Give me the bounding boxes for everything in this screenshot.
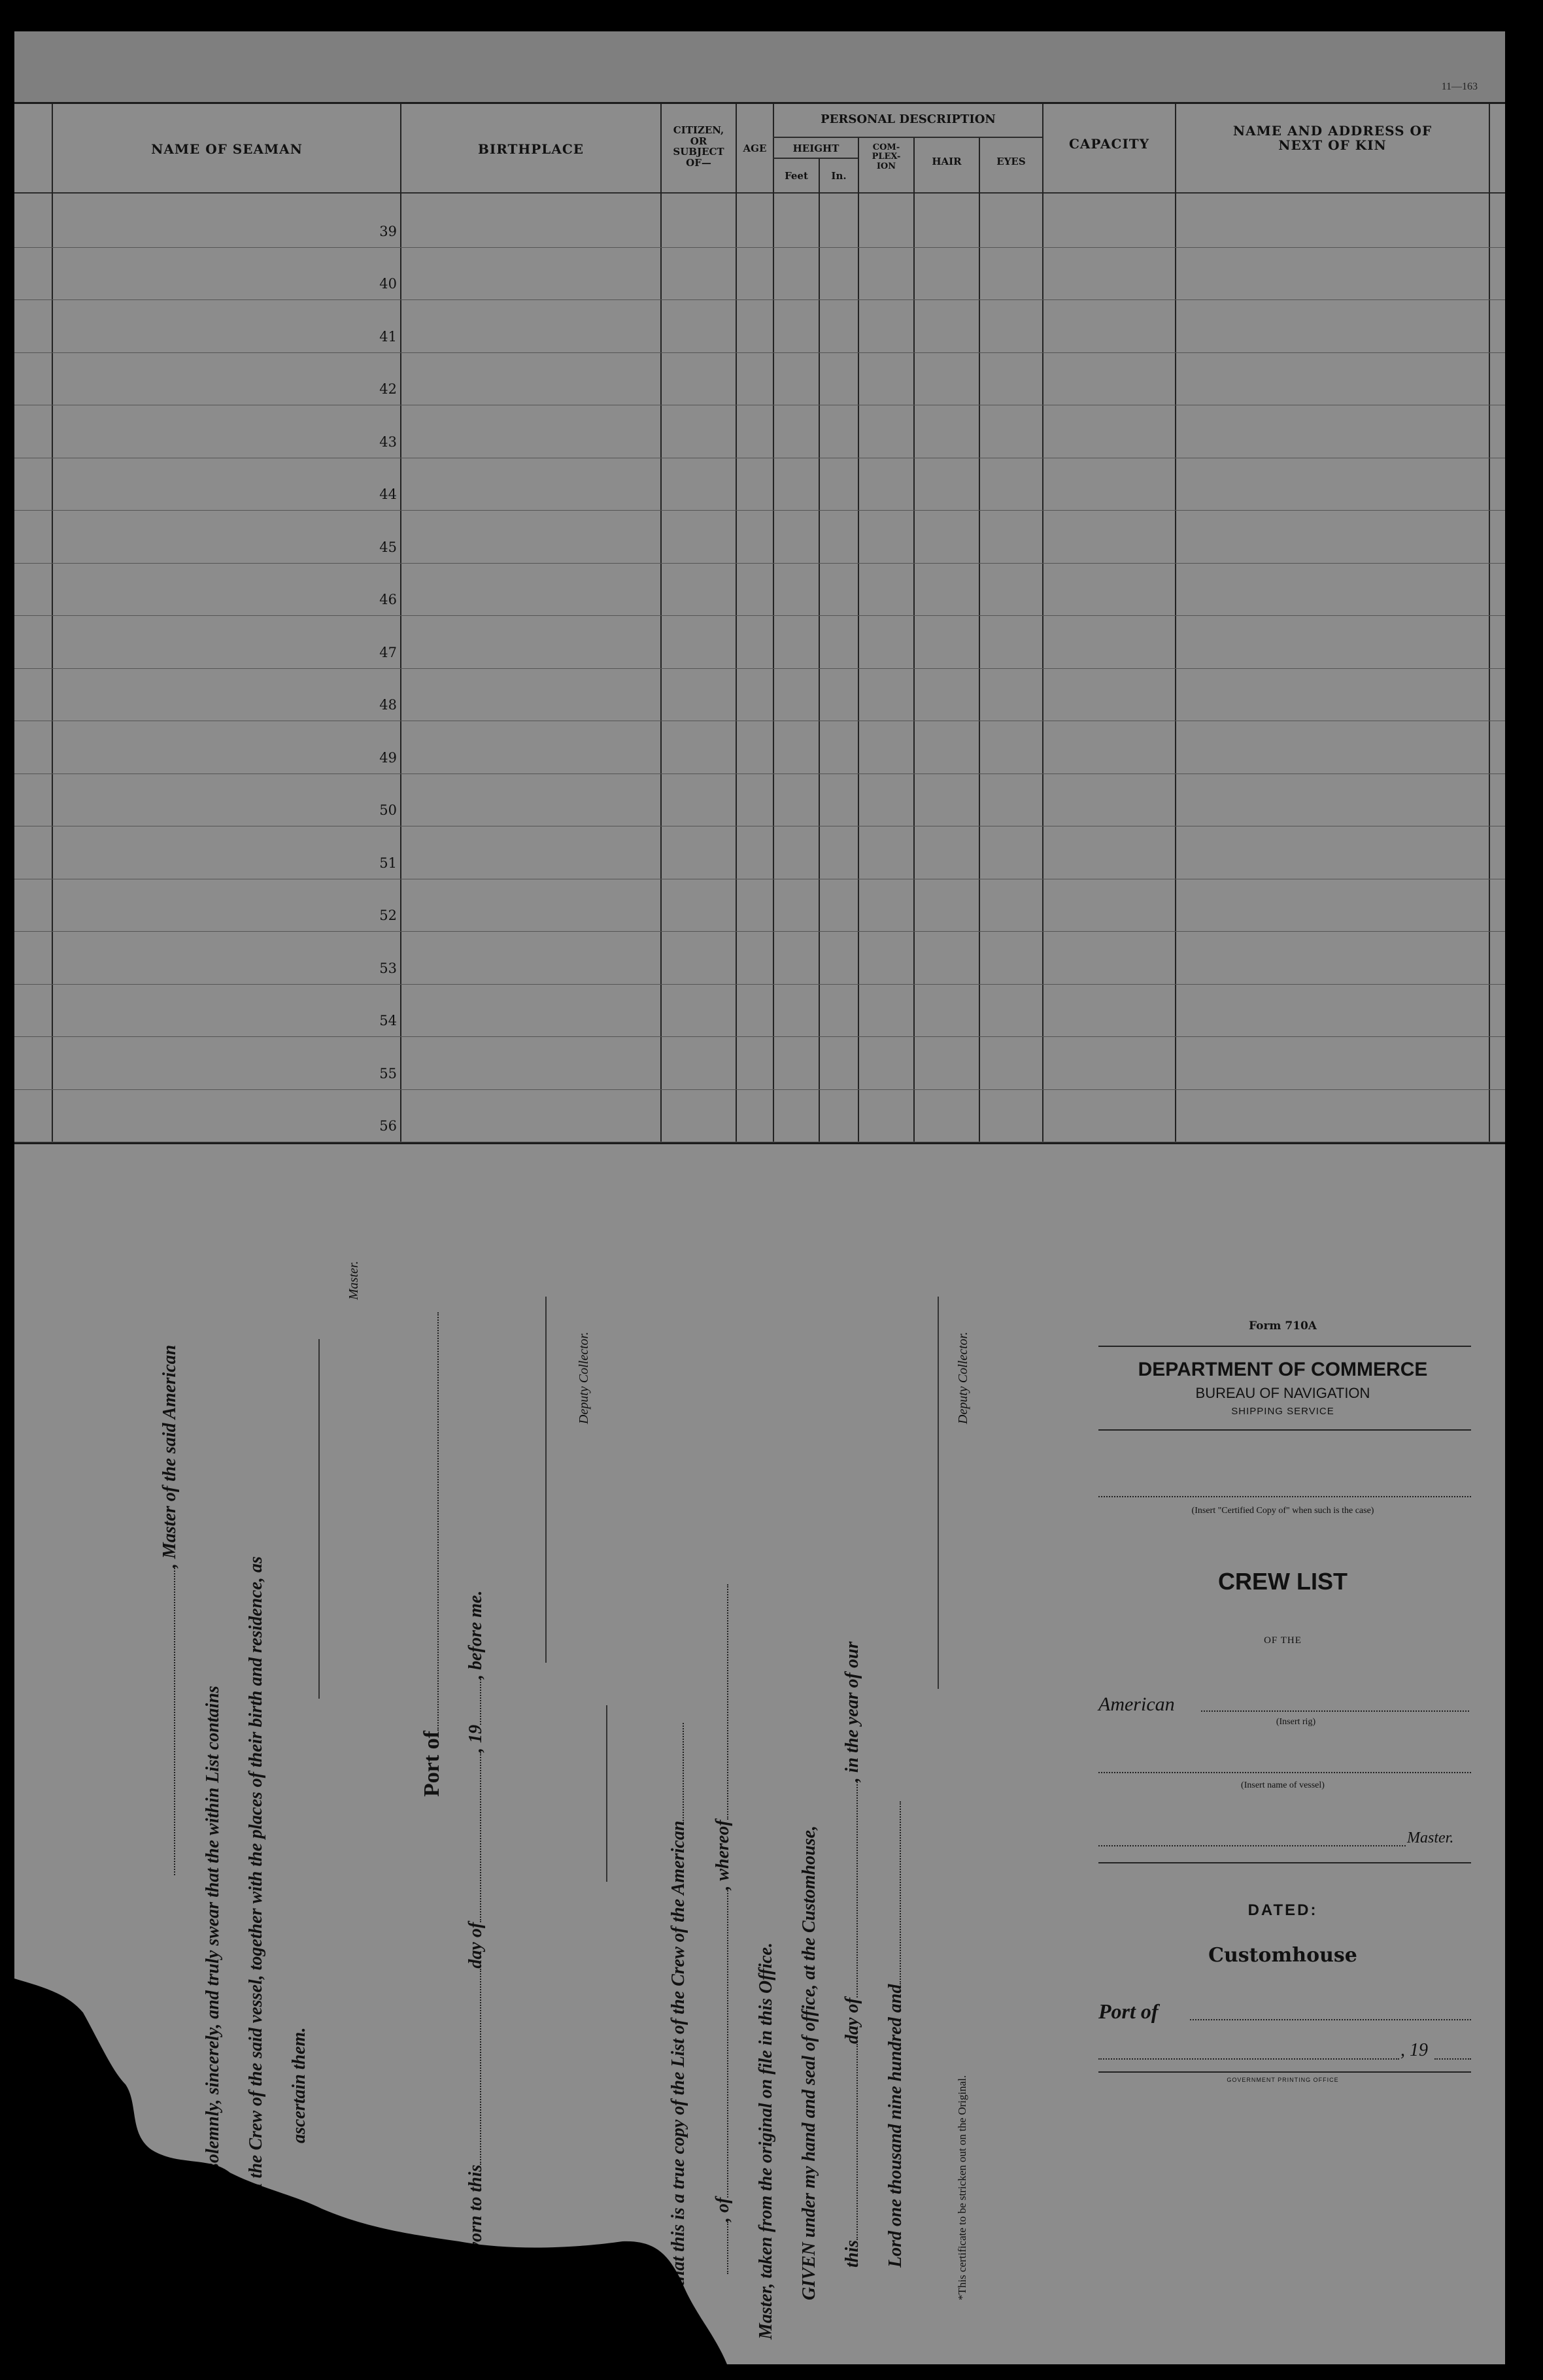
row-number: 51 [379,855,397,871]
header-kin-line2: NEXT OF KIN [1278,137,1387,153]
insert-vessel-note: (Insert name of vessel) [1241,1780,1325,1790]
american-label: American [1098,1693,1175,1715]
certificate-footnote: *This certificate to be stricken out on the Original. [956,2075,968,2300]
of-the-label: OF THE [1264,1635,1302,1646]
certificate-line-1: *I certify that this is a true copy of the List of the Crew of the American [668,1723,689,2359]
printing-office: GOVERNMENT PRINTING OFFICE [1227,2077,1339,2083]
customhouse-label: Customhouse [1208,1944,1357,1967]
row-number: 44 [379,486,397,502]
cover-master-label: Master. [1407,1829,1454,1846]
header-citizen-line1: CITIZEN, [673,124,724,136]
row-number: 40 [379,276,397,292]
header-complexion-line3: ION [876,161,896,171]
oath-line-1: , Master of the said American [160,1345,180,1875]
subscribed-line: day of, 19, before me. [466,1591,486,2364]
header-capacity: CAPACITY [1069,136,1149,152]
torn-edge-damage [14,31,1505,2364]
header-complexion-line1: COM- [872,143,900,152]
certificate-line-4: GIVEN under my hand and seal of office, at the Customhouse, [799,1825,819,2300]
shipping-service: SHIPPING SERVICE [1231,1406,1334,1417]
port-of-oath: Port of [420,1312,445,1797]
row-number: 46 [379,592,397,607]
row-number: 39 [379,223,397,239]
certified-copy-note: (Insert "Certified Copy of" when such is the case) [1191,1506,1374,1516]
header-complexion-line2: PLEX- [872,152,901,162]
certificate-line-3: Master, taken from the original on file in this Office. [756,1943,776,2339]
header-name-of-seaman: NAME OF SEAMAN [151,141,303,157]
row-number: 48 [379,697,397,713]
oath-line-2: , do solemnly, sincerely, and truly swear that the within List contains [203,1686,223,2202]
crew-list-form-page [14,31,1505,2364]
header-hair: HAIR [932,156,962,167]
row-number: 41 [379,328,397,345]
row-number: 54 [379,1013,397,1028]
row-number: 43 [379,434,397,450]
cover-port-label: Port of [1098,1999,1159,2023]
header-kin-line1: NAME AND ADDRESS OF [1232,123,1433,139]
crew-list-title: CREW LIST [1218,1568,1348,1595]
insert-rig-note: (Insert rig) [1276,1717,1316,1727]
row-number: 50 [379,802,397,818]
cover-year-label: , 19 [1400,2040,1428,2060]
header-personal-description: PERSONAL DESCRIPTION [821,112,996,126]
header-feet: Feet [785,170,808,182]
header-height: HEIGHT [792,143,839,154]
row-number: 55 [379,1065,397,1081]
deputy-collector-label-2: Deputy Collector. [956,1331,970,1424]
header-eyes: EYES [996,156,1026,167]
bureau-title: BUREAU OF NAVIGATION [1195,1385,1370,1401]
oath-line-4: ascertain them. [289,2027,309,2143]
header-inches: In. [831,170,847,182]
header-citizen-line4: OF— [686,156,711,169]
master-label: Master. [347,1261,361,1300]
row-number: 45 [379,539,397,555]
form-reference-number: 11—163 [1441,81,1478,92]
row-number: 52 [379,908,397,923]
row-number: 49 [379,749,397,766]
dated-label: DATED: [1247,1901,1318,1919]
row-number: 42 [379,381,397,397]
deputy-collector-label-1: Deputy Collector. [577,1331,591,1424]
department-title: DEPARTMENT OF COMMERCE [1138,1359,1428,1380]
header-citizen-line3: SUBJECT [673,146,724,158]
certificate-line-2: , of, whereof [713,1584,734,2274]
row-number: 53 [379,960,397,976]
form-number: Form 710A [1248,1319,1317,1333]
row-number: 47 [379,644,397,660]
row-number: 56 [379,1118,397,1134]
header-age: AGE [743,143,767,154]
header-citizen-line2: OR [690,135,707,147]
oath-line-3: all the Crew of the said vessel, together with the places of their birth and residence, as [246,1556,266,2202]
certificate-line-5: thisday of, in the year of our [842,1641,862,2268]
header-birthplace: BIRTHPLACE [477,141,585,157]
certificate-line-6: Lord one thousand nine hundred and [885,1801,906,2268]
